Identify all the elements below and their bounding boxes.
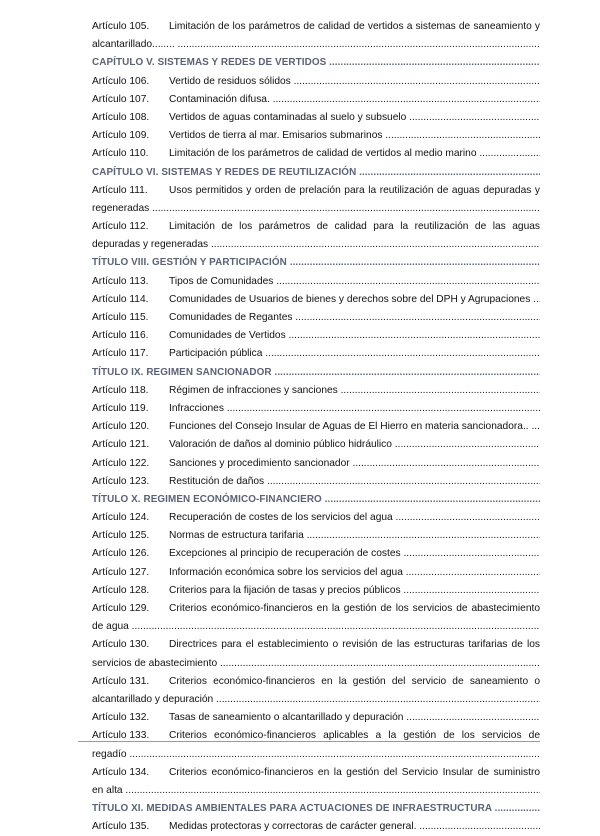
toc-entry-continuation[interactable] bbox=[92, 655, 540, 673]
toc-heading-text: TÍTULO IX. REGIMEN SANCIONADOR ..... bbox=[92, 364, 540, 382]
toc-entry-continuation-text: alcantarillado........ ..... bbox=[92, 36, 540, 54]
toc-entry[interactable] bbox=[92, 145, 540, 163]
toc-entry-number: Artículo 122. bbox=[92, 457, 150, 469]
toc-entry-continuation[interactable] bbox=[92, 36, 540, 54]
toc-entry[interactable] bbox=[92, 436, 540, 454]
toc-entry-number: Artículo 132. bbox=[92, 712, 150, 724]
toc-entry-title: Criterios económico-financieros en la gestión del Servicio Insular de suministro bbox=[169, 766, 540, 778]
toc-entry[interactable] bbox=[92, 545, 540, 563]
toc-entry-number: Artículo 106. bbox=[92, 75, 150, 87]
toc-entry[interactable] bbox=[92, 291, 540, 309]
toc-entry[interactable] bbox=[92, 673, 540, 691]
toc-entry-title: Vertido de residuos sólidos ..... bbox=[169, 73, 540, 91]
table-of-contents bbox=[92, 18, 540, 836]
toc-entry-title: Recuperación de costes de los servicios del agua ..... bbox=[169, 509, 540, 527]
toc-entry-number: Artículo 118. bbox=[92, 384, 149, 396]
toc-entry-title: Comunidades de Usuarios de bienes y derechos sobre del DPH y Agrupaciones ..... bbox=[169, 291, 540, 309]
toc-entry-number: Artículo 121. bbox=[92, 439, 150, 451]
toc-entry-continuation-text: regadío ..... bbox=[92, 746, 540, 764]
toc-entry-title: Tipos de Comunidades ..... bbox=[169, 273, 540, 291]
toc-entry-number: Artículo 133. bbox=[92, 730, 150, 742]
toc-entry-title: Infracciones ..... bbox=[169, 400, 540, 418]
toc-entry[interactable] bbox=[92, 309, 540, 327]
toc-entry-continuation-text: en alta ..... bbox=[92, 782, 540, 800]
toc-entry-number: Artículo 116. bbox=[92, 330, 149, 342]
toc-entry[interactable] bbox=[92, 327, 540, 345]
toc-entry-title: Limitación de los parámetros de calidad para la reutilización de las aguas bbox=[169, 221, 540, 233]
toc-entry-number: Artículo 109. bbox=[92, 130, 150, 142]
toc-heading-text: CAPÍTULO V. SISTEMAS Y REDES DE VERTIDOS ..... bbox=[92, 54, 540, 72]
toc-entry-number: Artículo 120. bbox=[92, 421, 150, 433]
toc-entry[interactable] bbox=[92, 400, 540, 418]
toc-heading[interactable] bbox=[92, 54, 540, 72]
toc-entry-number: Artículo 117. bbox=[92, 348, 149, 360]
toc-entry-title: Criterios económico-financieros en la gestión de los servicios de abastecimiento bbox=[169, 603, 540, 614]
toc-entry-continuation[interactable] bbox=[92, 618, 540, 636]
toc-heading-text: CAPÍTULO VI. SISTEMAS Y REDES DE REUTILIZACIÓN ..... bbox=[92, 164, 540, 182]
toc-heading-text: TÍTULO X. REGIMEN ECONÓMICO-FINANCIERO ..... bbox=[92, 491, 540, 509]
toc-entry-title: Información económica sobre los servicios del agua ..... bbox=[169, 564, 540, 582]
toc-entry[interactable] bbox=[92, 382, 540, 400]
toc-entry-number: Artículo 126. bbox=[92, 548, 150, 560]
toc-entry-number: Artículo 123. bbox=[92, 475, 150, 487]
toc-entry[interactable] bbox=[92, 582, 540, 600]
toc-entry-number: Artículo 112. bbox=[92, 221, 149, 233]
toc-entry[interactable] bbox=[92, 418, 540, 436]
toc-entry-number: Artículo 130. bbox=[92, 639, 150, 651]
toc-entry-title: Excepciones al principio de recuperación de costes ..... bbox=[169, 545, 540, 563]
toc-entry-title: Vertidos de aguas contaminadas al suelo y subsuelo ..... bbox=[169, 109, 540, 127]
toc-entry[interactable] bbox=[92, 818, 540, 836]
toc-entry-number: Artículo 105. bbox=[92, 21, 150, 32]
toc-entry-title: Criterios económico-financieros en la gestión del servicio de saneamiento o bbox=[169, 675, 540, 687]
toc-entry-number: Artículo 119. bbox=[92, 402, 149, 414]
toc-entry-title: Participación pública ..... bbox=[169, 345, 540, 363]
toc-entry-title: Comunidades de Vertidos ..... bbox=[169, 327, 540, 345]
toc-entry[interactable] bbox=[92, 527, 540, 545]
toc-entry[interactable] bbox=[92, 127, 540, 145]
toc-heading[interactable] bbox=[92, 491, 540, 509]
toc-entry-title: Limitación de los parámetros de calidad de vertidos al medio marino ..... bbox=[169, 145, 540, 163]
toc-entry-title: Directrices para el establecimiento o revisión de las estructuras tarifarias de los bbox=[169, 639, 540, 651]
toc-entry[interactable] bbox=[92, 91, 540, 109]
toc-entry-number: Artículo 131. bbox=[92, 675, 150, 687]
toc-entry-title: Funciones del Consejo Insular de Aguas de El Hierro en materia sancionadora.. ..... bbox=[169, 418, 540, 436]
toc-entry-continuation-text: servicios de abastecimiento ..... bbox=[92, 655, 540, 673]
toc-entry-number: Artículo 107. bbox=[92, 93, 150, 105]
toc-entry[interactable] bbox=[92, 509, 540, 527]
toc-entry[interactable] bbox=[92, 273, 540, 291]
toc-entry-continuation[interactable] bbox=[92, 782, 540, 800]
toc-entry[interactable] bbox=[92, 182, 540, 200]
toc-heading[interactable] bbox=[92, 800, 540, 818]
toc-entry-title: Restitución de daños ..... bbox=[169, 473, 540, 491]
toc-entry-number: Artículo 110. bbox=[92, 148, 149, 160]
footer-divider bbox=[78, 741, 540, 742]
toc-entry-number: Artículo 124. bbox=[92, 512, 150, 524]
toc-heading[interactable] bbox=[92, 254, 540, 272]
toc-entry-number: Artículo 135. bbox=[92, 821, 150, 833]
toc-entry-number: Artículo 125. bbox=[92, 530, 150, 542]
toc-entry-title: Tasas de saneamiento o alcantarillado y depuración ..... bbox=[169, 709, 540, 727]
toc-heading-text: TÍTULO VIII. GESTIÓN Y PARTICIPACIÓN ..... bbox=[92, 254, 540, 272]
toc-entry-title: Sanciones y procedimiento sancionador ..... bbox=[169, 455, 540, 473]
toc-entry-number: Artículo 127. bbox=[92, 566, 150, 578]
toc-entry-title: Comunidades de Regantes ..... bbox=[169, 309, 540, 327]
toc-entry[interactable] bbox=[92, 455, 540, 473]
toc-entry-number: Artículo 113. bbox=[92, 275, 149, 287]
toc-entry[interactable] bbox=[92, 727, 540, 745]
toc-entry[interactable] bbox=[92, 764, 540, 782]
toc-entry[interactable] bbox=[92, 636, 540, 654]
toc-entry-title: Criterios para la fijación de tasas y precios públicos ..... bbox=[169, 582, 540, 600]
toc-entry-title: Normas de estructura tarifaria ..... bbox=[169, 527, 540, 545]
toc-entry[interactable] bbox=[92, 73, 540, 91]
toc-heading[interactable] bbox=[92, 364, 540, 382]
toc-entry-continuation-text: de agua ..... bbox=[92, 618, 540, 636]
toc-entry-title: Limitación de los parámetros de calidad de vertidos a sistemas de saneamiento y bbox=[169, 21, 540, 32]
toc-entry-number: Artículo 111. bbox=[92, 184, 148, 196]
toc-entry-number: Artículo 114. bbox=[92, 293, 149, 305]
toc-entry[interactable] bbox=[92, 473, 540, 491]
toc-entry-title: Criterios económico-financieros aplicables a la gestión de los servicios de bbox=[169, 730, 540, 742]
toc-entry-number: Artículo 115. bbox=[92, 312, 149, 323]
toc-entry-continuation-text: alcantarillado y depuración ..... bbox=[92, 691, 540, 709]
toc-heading-text: TÍTULO XI. MEDIDAS AMBIENTALES PARA ACTUACIONES DE INFRAESTRUCTURA ..... bbox=[92, 800, 540, 818]
toc-entry-title: Vertidos de tierra al mar. Emisarios submarinos ..... bbox=[169, 127, 540, 145]
toc-entry[interactable] bbox=[92, 600, 540, 618]
toc-entry-title: Contaminación difusa. ..... bbox=[169, 91, 540, 109]
toc-entry-continuation-text: regeneradas ..... bbox=[92, 200, 540, 218]
toc-entry-title: Usos permitidos y orden de prelación para la reutilización de aguas depuradas y bbox=[169, 184, 540, 196]
toc-entry-continuation[interactable] bbox=[92, 236, 540, 254]
toc-entry-number: Artículo 108. bbox=[92, 111, 150, 123]
toc-entry-title: Valoración de daños al dominio público hidráulico ..... bbox=[169, 436, 540, 454]
toc-entry[interactable] bbox=[92, 218, 540, 236]
toc-heading[interactable] bbox=[92, 164, 540, 182]
toc-entry[interactable] bbox=[92, 345, 540, 363]
toc-entry-title: Medidas protectoras y correctoras de carácter general. ..... bbox=[169, 818, 540, 836]
toc-entry-continuation[interactable] bbox=[92, 200, 540, 218]
toc-entry-number: Artículo 128. bbox=[92, 584, 150, 596]
toc-entry[interactable] bbox=[92, 109, 540, 127]
toc-entry-continuation-text: depuradas y regeneradas ..... bbox=[92, 236, 540, 254]
toc-entry[interactable] bbox=[92, 709, 540, 727]
toc-entry-continuation[interactable] bbox=[92, 691, 540, 709]
toc-entry[interactable] bbox=[92, 18, 540, 36]
toc-entry-continuation[interactable] bbox=[92, 746, 540, 764]
toc-entry[interactable] bbox=[92, 564, 540, 582]
toc-entry-title: Régimen de infracciones y sanciones ..... bbox=[169, 382, 540, 400]
toc-entry-number: Artículo 129. bbox=[92, 603, 150, 614]
toc-entry-number: Artículo 134. bbox=[92, 766, 150, 778]
